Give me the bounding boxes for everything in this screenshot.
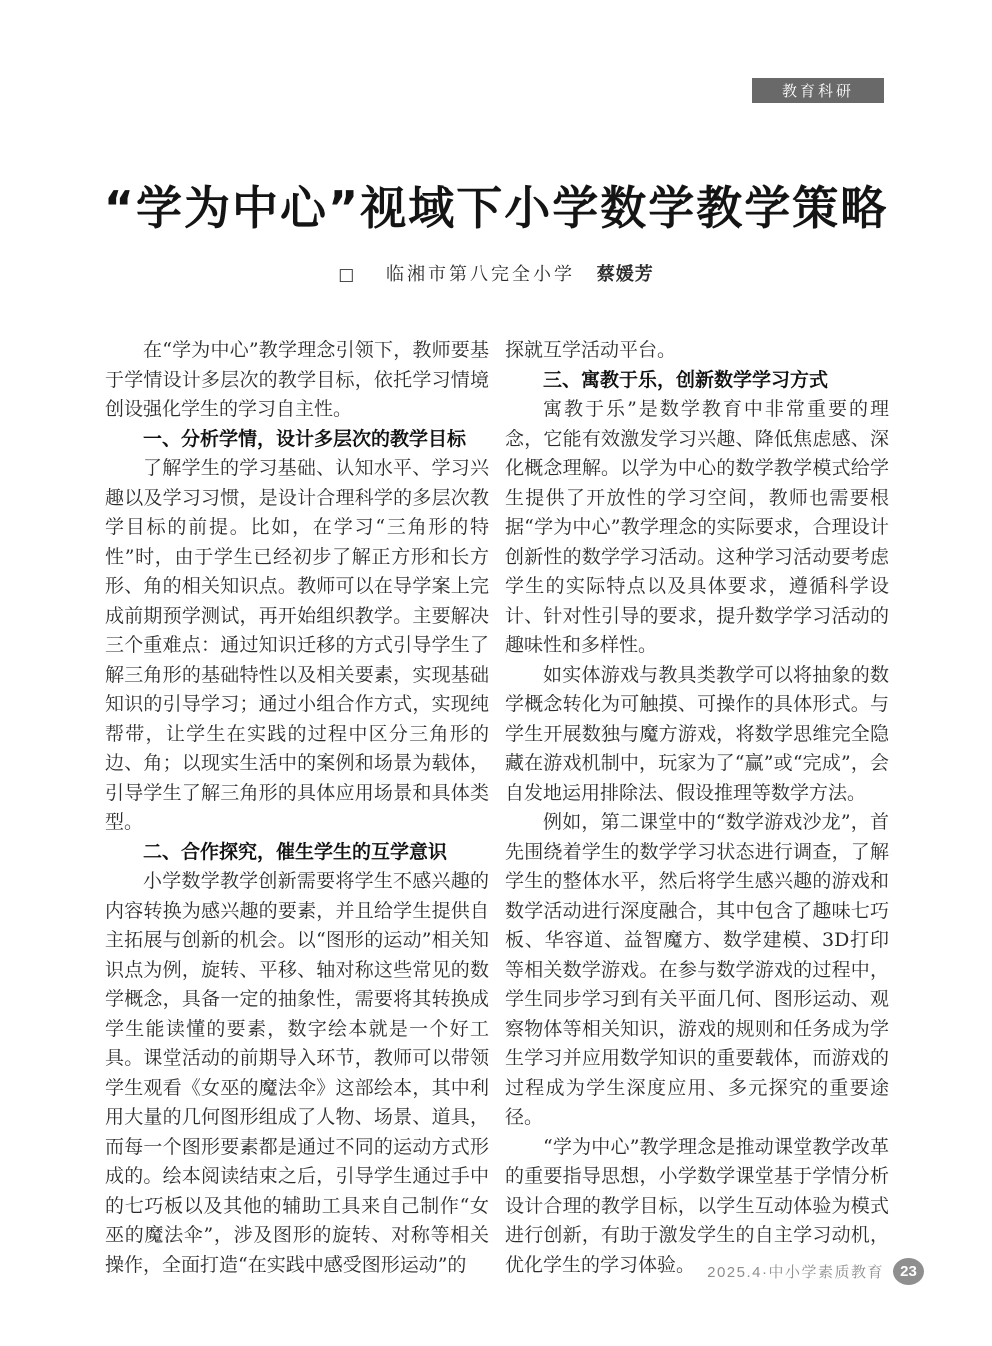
body-paragraph: “学为中心”教学理念是推动课堂教学改革的重要指导思想，小学数学课堂基于学情分析设计合理的教学目标，以学生互动体验为模式进行创新，有助于激发学生的自主学习动机，优化学生的学习体验。 — [505, 1135, 889, 1276]
section-heading: 一、分析学情，设计多层次的教学目标 — [143, 428, 467, 450]
article-title: “学为中心”视域下小学数学教学策略 — [103, 181, 889, 235]
page-number-badge: 23 — [893, 1258, 924, 1285]
body-paragraph: 探就互学活动平台。 — [505, 339, 677, 361]
byline-square-marker: □ — [338, 265, 355, 285]
body-paragraph: 寓教于乐”是数学教育中非常重要的理念，它能有效激发学习兴趣、降低焦虑感、深化概念理解。以学为中心的数学教学模式给学生提供了开放性的学习空间，教师也需要根据“学为中心”教学理念的实际要求，合理设计创新性的数学学习活动。这种学习活动要考虑学生的实际特点以及具体要求，遵循科学设计、针对性引导的要求，提升数学学习活动的趣味性和多样性。 — [505, 398, 889, 656]
author-name: 蔡媛芳 — [596, 264, 654, 284]
article-body — [105, 336, 890, 1280]
category-badge: 教育科研 — [752, 78, 884, 103]
body-paragraph: 例如，第二课堂中的“数学游戏沙龙”，首先围绕着学生的数学学习状态进行调查，了解学生的整体水平，然后将学生感兴趣的游戏和数学活动进行深度融合，其中包含了趣味七巧板、华容道、益智魔方、数学建模、3D打印等相关数学游戏。在参与数学游戏的过程中，学生同步学习到有关平面几何、图形运动、观察物体等相关知识，游戏的规则和任务成为学生学习并应用数学知识的重要载体，而游戏的过程成为学生深度应用、多元探究的重要途径。 — [505, 811, 889, 1128]
journal-issue-label: 2025.4·中小学素质教育 — [707, 1264, 884, 1281]
right-column — [505, 336, 889, 1280]
body-paragraph: 小学数学教学创新需要将学生不感兴趣的内容转换为感兴趣的要素，并且给学生提供自主拓展与创新的机会。以“图形的运动”相关知识点为例，旋转、平移、轴对称这些常见的数学概念，具备一定的抽象性，需要将其转换成学生能读懂的要素，数字绘本就是一个好工具。课堂活动的前期导入环节，教师可以带领学生观看《女巫的魔法伞》这部绘本，其中利用大量的几何图形组成了人物、场景、道具，而每一个图形要素都是通过不同的运动方式形成的。绘本阅读结束之后，引导学生通过手中的七巧板以及其他的辅助工具来自己制作“女巫的魔法伞”，涉及图形的旋转、对称等相关操作，全面打造“在实践中感受图形运动”的 — [105, 870, 489, 1276]
body-paragraph: 了解学生的学习基础、认知水平、学习兴趣以及学习习惯，是设计合理科学的多层次教学目标的前提。比如，在学习“三角形的特性”时，由于学生已经初步了解正方形和长方形、角的相关知识点。教师可以在导学案上完成前期预学测试，再开始组织教学。主要解决三个重难点：通过知识迁移的方式引导学生了解三角形的基础特性以及相关要素，实现基础知识的引导学习；通过小组合作方式，实现纯帮带，让学生在实践的过程中区分三角形的边、角；以现实生活中的案例和场景为载体，引导学生了解三角形的具体应用场景和具体类型。 — [105, 457, 489, 833]
author-affiliation: 临湘市第八完全小学 — [386, 264, 576, 285]
left-column — [105, 336, 489, 1280]
byline — [0, 260, 992, 286]
page-footer — [707, 1258, 924, 1285]
body-paragraph: 如实体游戏与教具类教学可以将抽象的数学概念转化为可触摸、可操作的具体形式。与学生开展数独与魔方游戏，将数学思维完全隐藏在游戏机制中，玩家为了“赢”或“完成”，会自发地运用排除法、假设推理等数学方法。 — [505, 663, 889, 804]
section-heading: 二、合作探究，催生学生的互学意识 — [143, 841, 448, 863]
section-heading: 三、寓教于乐，创新数学学习方式 — [543, 369, 829, 391]
body-paragraph: 在“学为中心”教学理念引领下，教师要基于学情设计多层次的教学目标，依托学习情境创设强化学生的学习自主性。 — [105, 339, 489, 420]
